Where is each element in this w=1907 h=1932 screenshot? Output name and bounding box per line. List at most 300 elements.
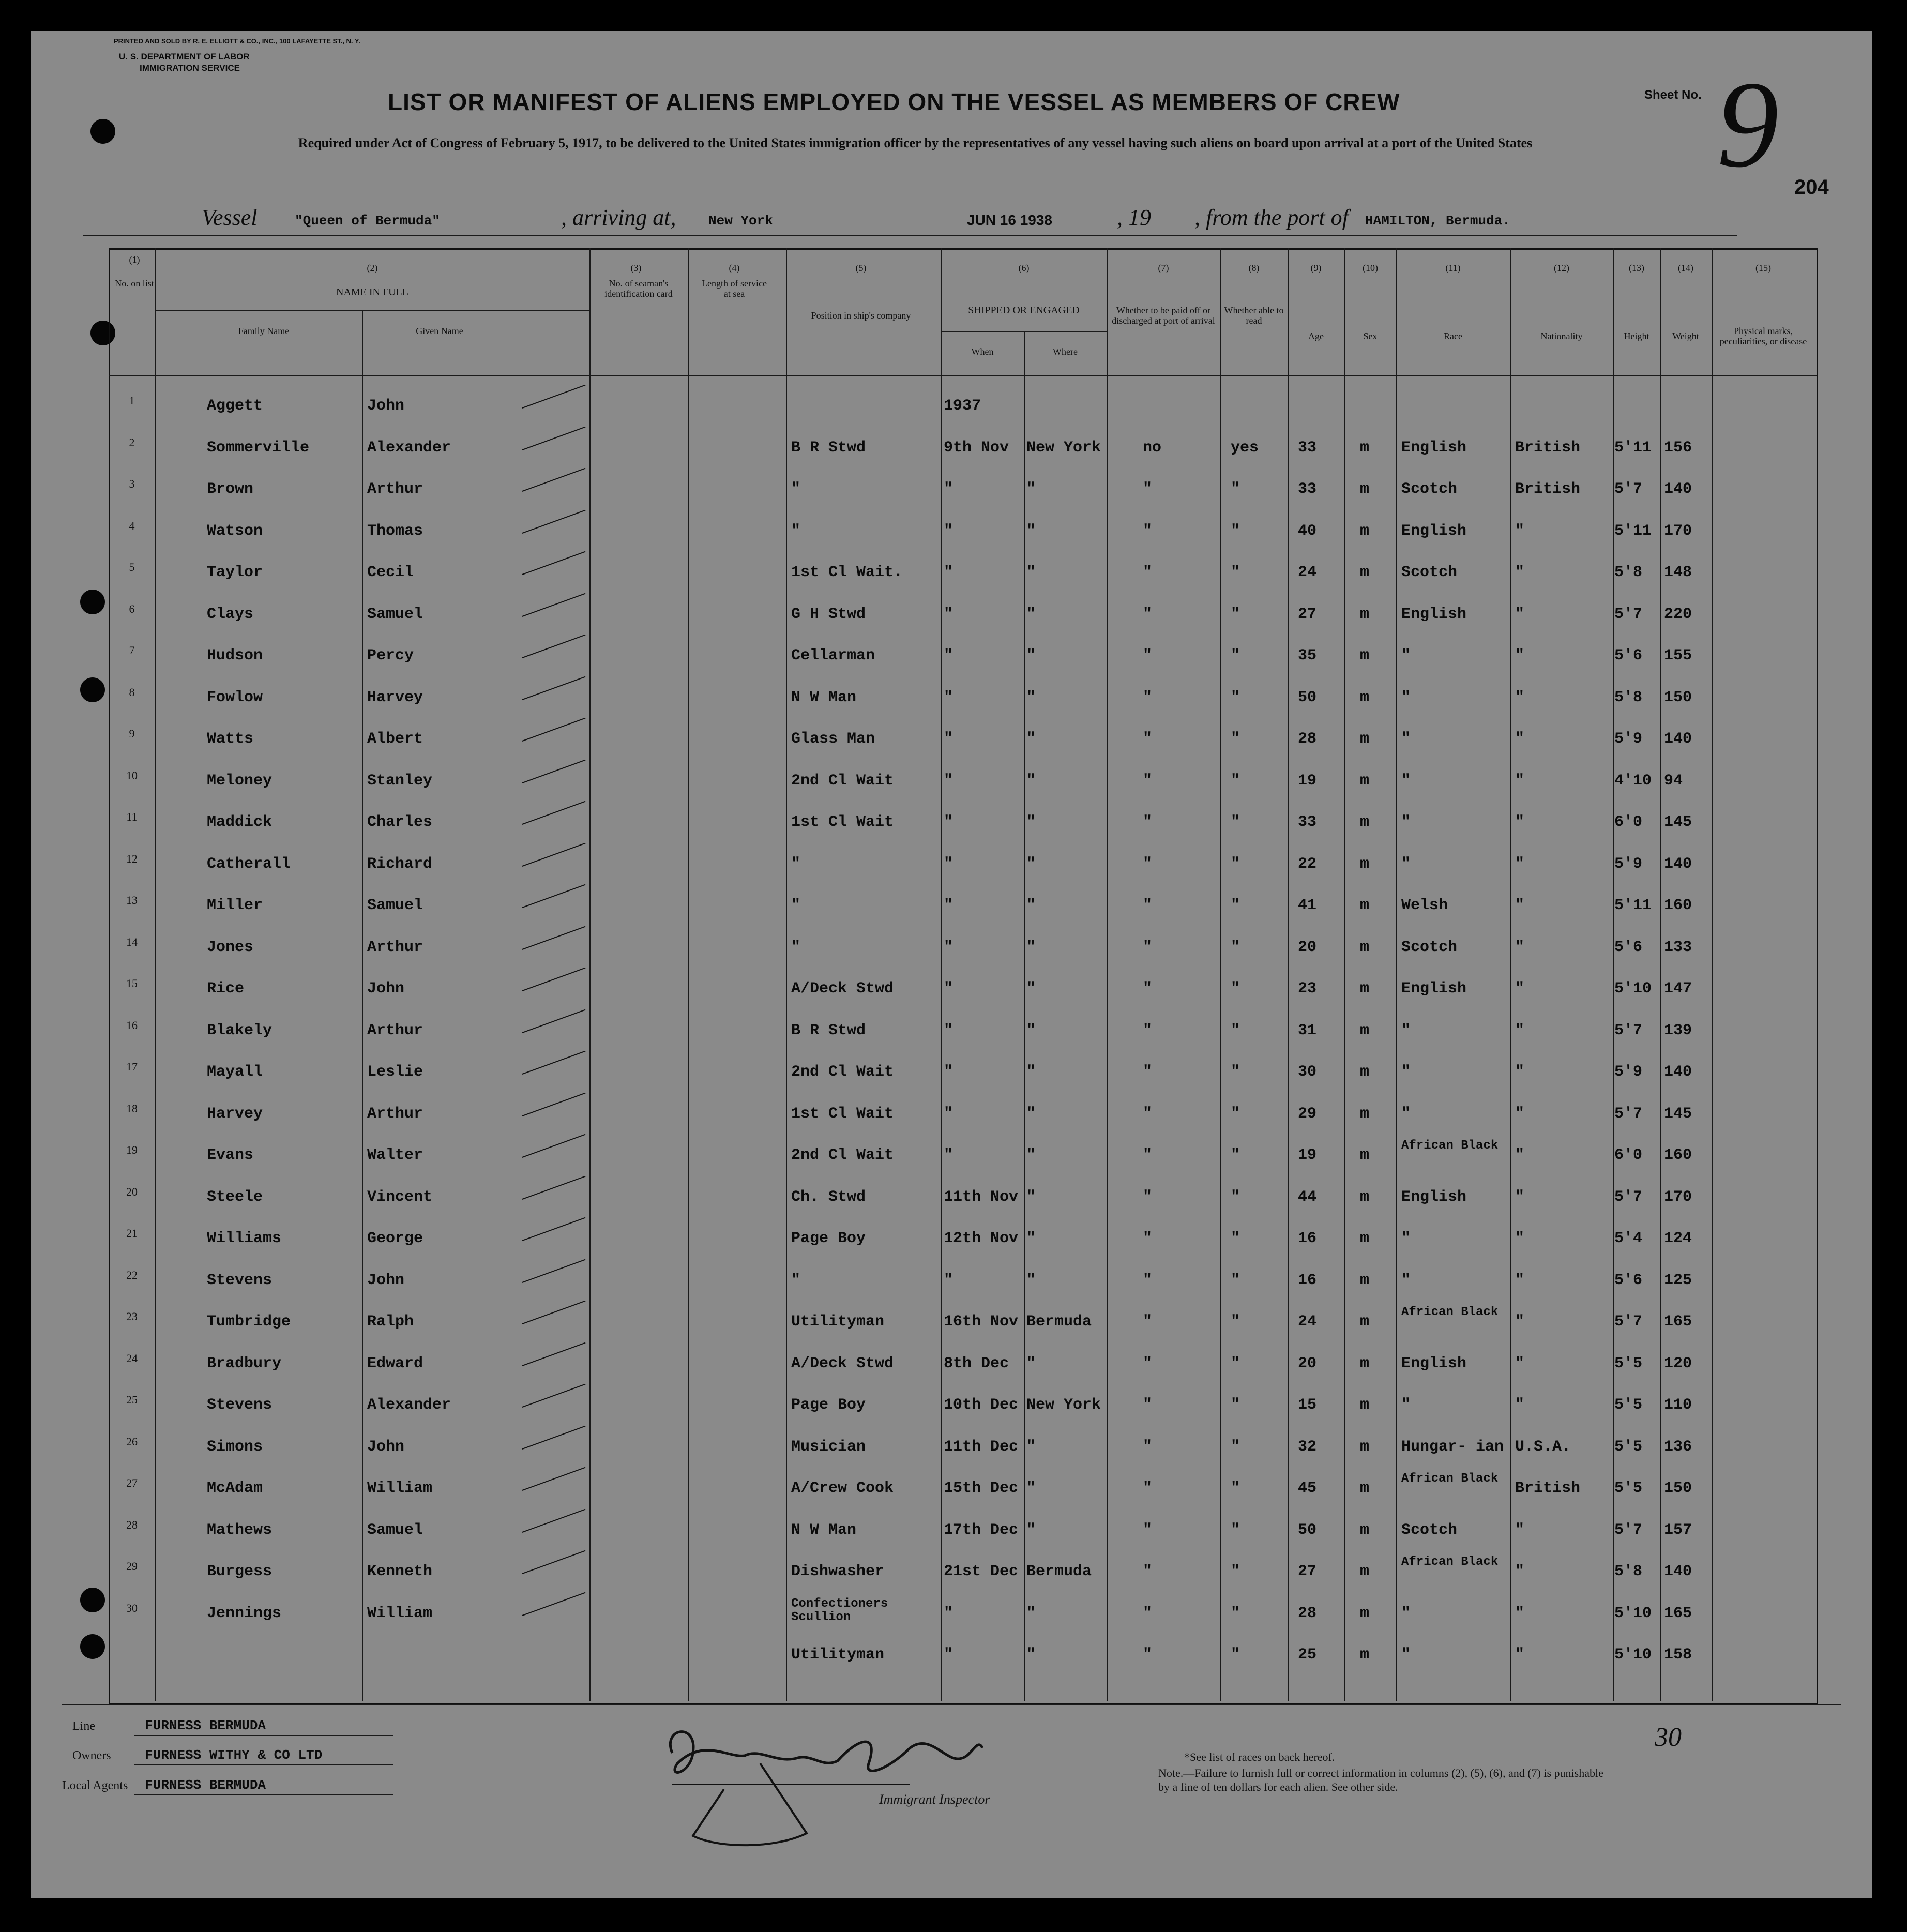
row-race: " — [1401, 813, 1411, 831]
row-given-name: John — [367, 1271, 405, 1289]
row-number: 18 — [126, 1101, 138, 1115]
row-sex: m — [1360, 1438, 1370, 1456]
row-height: 5'11 — [1614, 522, 1652, 540]
row-able-read: " — [1231, 1105, 1240, 1123]
row-given-name: Kenneth — [367, 1563, 433, 1580]
row-where: " — [1026, 480, 1036, 498]
row-height: 5'6 — [1614, 1271, 1643, 1289]
row-given-name: Richard — [367, 855, 433, 873]
row-nationality: " — [1515, 813, 1525, 831]
col-num-4: (4) — [729, 263, 740, 273]
row-given-name: George — [367, 1230, 423, 1247]
line-label: Line — [72, 1719, 95, 1733]
row-race: " — [1401, 1271, 1411, 1289]
row-sex: m — [1360, 813, 1370, 831]
row-weight: 110 — [1664, 1396, 1692, 1414]
row-number: 5 — [129, 561, 135, 573]
row-able-read: " — [1231, 605, 1240, 623]
row-when: " — [944, 1105, 954, 1123]
row-paid-off: " — [1143, 813, 1153, 831]
row-able-read: " — [1231, 522, 1240, 540]
row-able-read: " — [1231, 1230, 1240, 1247]
row-paid-off: " — [1143, 1271, 1153, 1289]
row-weight: 220 — [1664, 605, 1692, 623]
row-when: " — [944, 1271, 954, 1289]
row-height: 5'10 — [1614, 1646, 1652, 1664]
owners-value: FURNESS WITHY & CO LTD — [145, 1747, 323, 1763]
row-weight: 165 — [1664, 1604, 1692, 1622]
row-weight: 170 — [1664, 522, 1692, 540]
row-nationality: " — [1515, 1188, 1525, 1206]
row-weight: 139 — [1664, 1021, 1692, 1039]
row-able-read: " — [1231, 730, 1240, 748]
row-sex: m — [1360, 772, 1370, 790]
col-num-3: (3) — [630, 263, 642, 273]
row-when: 11th Dec — [944, 1438, 1019, 1456]
row-age: 50 — [1298, 688, 1317, 706]
row-race: Scotch — [1401, 480, 1458, 498]
row-weight: 133 — [1664, 938, 1692, 956]
row-race: " — [1401, 1230, 1411, 1247]
punch-hole — [80, 1634, 105, 1659]
footer-rule — [134, 1794, 393, 1795]
row-sex: m — [1360, 564, 1370, 581]
agents-label: Local Agents — [62, 1779, 128, 1792]
row-race: English — [1401, 605, 1467, 623]
row-position: G H Stwd — [791, 605, 866, 623]
row-given-name: Samuel — [367, 1521, 423, 1539]
row-weight: 145 — [1664, 1105, 1692, 1123]
col-num-15: (15) — [1755, 263, 1771, 273]
row-sex: m — [1360, 1354, 1370, 1372]
row-position: 1st Cl Wait — [791, 1105, 894, 1123]
row-family-name: Hudson — [207, 647, 263, 665]
row-able-read: " — [1231, 1021, 1240, 1039]
punch-hole — [80, 677, 105, 702]
row-age: 16 — [1298, 1230, 1317, 1247]
row-paid-off: " — [1143, 1438, 1153, 1456]
row-weight: 165 — [1664, 1313, 1692, 1331]
row-nationality: " — [1515, 1063, 1525, 1081]
row-family-name: Williams — [207, 1230, 282, 1247]
col-divider — [786, 248, 787, 1701]
row-sex: m — [1360, 647, 1370, 665]
arriving-label: , arriving at, — [561, 205, 676, 230]
row-age: 28 — [1298, 1604, 1317, 1622]
col-divider — [1220, 248, 1221, 1701]
row-age: 32 — [1298, 1438, 1317, 1456]
row-paid-off: " — [1143, 564, 1153, 581]
row-sex: m — [1360, 1021, 1370, 1039]
row-number: 4 — [129, 519, 135, 532]
from-port: HAMILTON, Bermuda. — [1365, 213, 1510, 229]
row-where: Bermuda — [1026, 1563, 1092, 1580]
inspector-signature — [641, 1707, 1034, 1856]
vessel-label: Vessel — [202, 205, 258, 230]
header-bottom-rule — [109, 375, 1817, 376]
row-height: 5'7 — [1614, 1313, 1643, 1331]
row-age: 19 — [1298, 1146, 1317, 1164]
row-able-read: " — [1231, 1604, 1240, 1622]
row-when: " — [944, 897, 954, 914]
row-sex: m — [1360, 688, 1370, 706]
col-head-family: Family Name — [238, 326, 290, 336]
row-able-read: " — [1231, 1521, 1240, 1539]
row-position: " — [791, 480, 801, 498]
row-age: 35 — [1298, 647, 1317, 665]
row-family-name: Watson — [207, 522, 263, 540]
voyage-rule — [83, 235, 1737, 236]
row-race: English — [1401, 980, 1467, 998]
row-position: A/Deck Stwd — [791, 980, 894, 998]
col-divider — [1660, 248, 1661, 1701]
row-given-name: Edward — [367, 1354, 423, 1372]
row-paid-off: " — [1143, 605, 1153, 623]
row-paid-off: " — [1143, 1563, 1153, 1580]
row-when: " — [944, 688, 954, 706]
row-when: " — [944, 730, 954, 748]
row-sex: m — [1360, 980, 1370, 998]
row-height: 5'6 — [1614, 647, 1643, 665]
row-able-read: " — [1231, 1563, 1240, 1580]
row-where: " — [1026, 605, 1036, 623]
row-when: " — [944, 480, 954, 498]
punch-hole — [80, 1588, 105, 1612]
col-divider — [1344, 248, 1345, 1701]
races-note: *See list of races on back hereof. — [1184, 1750, 1335, 1763]
col-head-sex: Sex — [1363, 331, 1378, 341]
row-where: " — [1026, 938, 1036, 956]
row-height: 5'5 — [1614, 1480, 1643, 1497]
row-age: 24 — [1298, 1313, 1317, 1331]
row-sex: m — [1360, 897, 1370, 914]
row-paid-off: " — [1143, 1146, 1153, 1164]
row-position: A/Crew Cook — [791, 1480, 894, 1497]
row-race: " — [1401, 772, 1411, 790]
col-head-no: No. on list — [115, 278, 154, 289]
row-able-read: " — [1231, 647, 1240, 665]
col-head-height: Height — [1624, 331, 1649, 341]
row-able-read: " — [1231, 1146, 1240, 1164]
row-nationality: " — [1515, 1105, 1525, 1123]
col-divider — [1396, 248, 1397, 1701]
col-head-length: Length of service at sea — [702, 278, 767, 299]
row-paid-off: " — [1143, 1313, 1153, 1331]
row-number: 6 — [129, 602, 135, 615]
row-where: " — [1026, 855, 1036, 873]
col-head-paid: Whether to be paid off or discharged at port of arrival — [1112, 305, 1215, 326]
row-weight: 125 — [1664, 1271, 1692, 1289]
row-race: " — [1401, 1021, 1411, 1039]
row-weight: 160 — [1664, 897, 1692, 914]
row-number: 30 — [126, 1601, 138, 1614]
row-where: " — [1026, 730, 1036, 748]
row-position: N W Man — [791, 1521, 857, 1539]
row-family-name: Maddick — [207, 813, 273, 831]
row-when: 9th Nov — [944, 439, 1009, 457]
row-weight: 150 — [1664, 688, 1692, 706]
row-height: 5'9 — [1614, 1063, 1643, 1081]
row-family-name: Fowlow — [207, 688, 263, 706]
row-where: " — [1026, 1438, 1036, 1456]
row-nationality: British — [1515, 439, 1581, 457]
row-weight: 136 — [1664, 1438, 1692, 1456]
row-nationality: " — [1515, 1396, 1525, 1414]
row-paid-off: " — [1143, 938, 1153, 956]
row-sex: m — [1360, 1146, 1370, 1164]
col-divider — [1712, 248, 1713, 1701]
row-weight: 160 — [1664, 1146, 1692, 1164]
line-value: FURNESS BERMUDA — [145, 1718, 266, 1733]
row-nationality: " — [1515, 1271, 1525, 1289]
row-able-read: " — [1231, 564, 1240, 581]
row-height: 5'11 — [1614, 897, 1652, 914]
row-position: Musician — [791, 1438, 866, 1456]
row-nationality: " — [1515, 1354, 1525, 1372]
row-height: 6'0 — [1614, 1146, 1643, 1164]
row-weight: 155 — [1664, 647, 1692, 665]
penalty-note: Note.—Failure to furnish full or correct information in columns (2), (5), (6), and (7) is punishable by a fine of ten dollars for each alien. See other side. — [1158, 1767, 1603, 1793]
row-height: 5'7 — [1614, 1188, 1643, 1206]
row-where: " — [1026, 688, 1036, 706]
row-age: 40 — [1298, 522, 1317, 540]
stamp-number: 204 — [1794, 176, 1829, 199]
row-position: Cellarman — [791, 647, 875, 665]
row-age: 28 — [1298, 730, 1317, 748]
department-name: U. S. DEPARTMENT OF LABOR — [119, 52, 250, 62]
row-when: 21st Dec — [944, 1563, 1019, 1580]
row-given-name: Harvey — [367, 688, 423, 706]
row-position: " — [791, 1271, 801, 1289]
row-position: " — [791, 897, 801, 914]
row-when: " — [944, 647, 954, 665]
row-number: 14 — [126, 935, 138, 948]
row-number: 17 — [126, 1060, 138, 1073]
col-head-weight: Weight — [1672, 331, 1699, 341]
row-race: African Black — [1401, 1305, 1499, 1319]
row-number: 9 — [129, 727, 135, 740]
col-divider — [155, 248, 156, 1701]
row-weight: 150 — [1664, 1480, 1692, 1497]
row-race: " — [1401, 688, 1411, 706]
row-number: 26 — [126, 1435, 138, 1448]
row-weight: 170 — [1664, 1188, 1692, 1206]
row-nationality: " — [1515, 938, 1525, 956]
row-weight: 140 — [1664, 1063, 1692, 1081]
row-where: " — [1026, 1480, 1036, 1497]
row-given-name: Stanley — [367, 772, 433, 790]
row-family-name: Catherall — [207, 855, 291, 873]
row-given-name: Arthur — [367, 480, 423, 498]
row-weight: 148 — [1664, 564, 1692, 581]
col-head-when: When — [971, 346, 994, 357]
col-num-14: (14) — [1678, 263, 1693, 273]
row-sex: m — [1360, 1063, 1370, 1081]
row-paid-off: " — [1143, 1396, 1153, 1414]
row-when: " — [944, 605, 954, 623]
row-paid-off: " — [1143, 1063, 1153, 1081]
row-sex: m — [1360, 1563, 1370, 1580]
row-race: " — [1401, 1105, 1411, 1123]
row-weight: 156 — [1664, 439, 1692, 457]
row-race: " — [1401, 855, 1411, 873]
row-able-read: " — [1231, 1354, 1240, 1372]
col-num-6: (6) — [1018, 263, 1030, 273]
row-where: " — [1026, 897, 1036, 914]
row-position: B R Stwd — [791, 1021, 866, 1039]
row-number: 3 — [129, 477, 135, 490]
row-family-name: Sommerville — [207, 439, 310, 457]
page-title: LIST OR MANIFEST OF ALIENS EMPLOYED ON THE VESSEL AS MEMBERS OF CREW — [388, 88, 1400, 115]
row-when: " — [944, 855, 954, 873]
row-age: 33 — [1298, 480, 1317, 498]
row-able-read: " — [1231, 980, 1240, 998]
row-family-name: Stevens — [207, 1271, 273, 1289]
row-where: " — [1026, 1063, 1036, 1081]
row-position: 2nd Cl Wait — [791, 1146, 894, 1164]
row-age: 25 — [1298, 1646, 1317, 1664]
row-sex: m — [1360, 1521, 1370, 1539]
row-age: 33 — [1298, 813, 1317, 831]
row-position: Glass Man — [791, 730, 875, 748]
row-sex: m — [1360, 605, 1370, 623]
row-position: Confectioners Scullion — [791, 1596, 888, 1624]
row-number: 8 — [129, 685, 135, 699]
col-num-10: (10) — [1363, 263, 1378, 273]
row-paid-off: " — [1143, 897, 1153, 914]
row-given-name: William — [367, 1480, 433, 1497]
row-paid-off: " — [1143, 1188, 1153, 1206]
row-nationality: U.S.A. — [1515, 1438, 1571, 1456]
row-sex: m — [1360, 855, 1370, 873]
col-num-9: (9) — [1310, 263, 1322, 273]
row-position: Utilityman — [791, 1313, 885, 1331]
row-nationality: " — [1515, 605, 1525, 623]
row-sex: m — [1360, 480, 1370, 498]
row-when: " — [944, 1646, 954, 1664]
row-nationality: " — [1515, 1146, 1525, 1164]
row-height: 5'7 — [1614, 1521, 1643, 1539]
col-divider — [1107, 248, 1108, 1701]
row-age: 41 — [1298, 897, 1317, 914]
row-family-name: Blakely — [207, 1021, 273, 1039]
row-race: African Black — [1401, 1555, 1499, 1569]
col-num-7: (7) — [1158, 263, 1169, 273]
row-able-read: " — [1231, 855, 1240, 873]
row-family-name: Simons — [207, 1438, 263, 1456]
row-age: 44 — [1298, 1188, 1317, 1206]
row-where: " — [1026, 522, 1036, 540]
row-position: " — [791, 855, 801, 873]
row-paid-off: " — [1143, 1105, 1153, 1123]
row-given-name: Percy — [367, 647, 414, 665]
row-number: 15 — [126, 977, 138, 990]
name-head-rule — [155, 310, 589, 311]
punch-hole — [80, 590, 105, 614]
row-able-read: " — [1231, 1646, 1240, 1664]
row-family-name: Mathews — [207, 1521, 273, 1539]
row-family-name: Burgess — [207, 1563, 273, 1580]
row-where: " — [1026, 1271, 1036, 1289]
sheet-number: 9 — [1717, 55, 1779, 193]
row-able-read: " — [1231, 1438, 1240, 1456]
col-divider — [941, 248, 942, 1701]
row-position: " — [791, 938, 801, 956]
row-number: 28 — [126, 1518, 138, 1531]
col-num-12: (12) — [1554, 263, 1569, 273]
row-paid-off: " — [1143, 688, 1153, 706]
row-when: " — [944, 1021, 954, 1039]
row-able-read: " — [1231, 1188, 1240, 1206]
row-sex: m — [1360, 1271, 1370, 1289]
col-head-given: Given Name — [416, 326, 463, 336]
row-weight: 140 — [1664, 855, 1692, 873]
row-when: 11th Nov — [944, 1188, 1019, 1206]
row-where: " — [1026, 772, 1036, 790]
row-paid-off: " — [1143, 522, 1153, 540]
row-sex: m — [1360, 439, 1370, 457]
row-height: 6'0 — [1614, 813, 1643, 831]
service-name: IMMIGRATION SERVICE — [140, 63, 240, 73]
row-height: 5'10 — [1614, 1604, 1652, 1622]
col-head-where: Where — [1053, 346, 1078, 357]
row-where: Bermuda — [1026, 1313, 1092, 1331]
row-given-name: Ralph — [367, 1313, 414, 1331]
row-when: " — [944, 1146, 954, 1164]
row-height: 5'5 — [1614, 1438, 1643, 1456]
row-family-name: Watts — [207, 730, 254, 748]
row-nationality: British — [1515, 480, 1581, 498]
row-nationality: " — [1515, 688, 1525, 706]
row-where: " — [1026, 1521, 1036, 1539]
year-label: , 19 — [1117, 205, 1151, 230]
row-when: " — [944, 980, 954, 998]
row-where: " — [1026, 1646, 1036, 1664]
col-num-1: (1) — [129, 254, 140, 265]
row-race: " — [1401, 730, 1411, 748]
arriving-port: New York — [708, 213, 773, 229]
row-race: Scotch — [1401, 938, 1458, 956]
col-head-id: No. of seaman's identification card — [604, 278, 673, 299]
row-given-name: Samuel — [367, 897, 423, 914]
row-sex: m — [1360, 1313, 1370, 1331]
row-age: 31 — [1298, 1021, 1317, 1039]
col-divider — [362, 310, 363, 1701]
from-port-label: , from the port of — [1194, 205, 1349, 230]
row-when: " — [944, 813, 954, 831]
row-able-read: " — [1231, 688, 1240, 706]
row-position: Ch. Stwd — [791, 1188, 866, 1206]
row-weight: 158 — [1664, 1646, 1692, 1664]
row-weight: 120 — [1664, 1354, 1692, 1372]
col-head-read: Whether able to read — [1224, 305, 1284, 326]
row-given-name: Charles — [367, 813, 433, 831]
row-sex: m — [1360, 730, 1370, 748]
row-when: 16th Nov — [944, 1313, 1019, 1331]
arrival-date-stamp: JUN 16 1938 — [967, 212, 1053, 228]
col-divider — [1288, 248, 1289, 1701]
row-height: 5'5 — [1614, 1396, 1643, 1414]
row-number: 7 — [129, 644, 135, 657]
row-when: 15th Dec — [944, 1480, 1019, 1497]
col-head-physical: Physical marks, peculiarities, or disease — [1719, 326, 1807, 346]
row-race: African Black — [1401, 1472, 1499, 1486]
row-race: English — [1401, 439, 1467, 457]
row-paid-off: " — [1143, 980, 1153, 998]
row-family-name: Steele — [207, 1188, 263, 1206]
row-paid-off: " — [1143, 1604, 1153, 1622]
footer-top-rule — [62, 1704, 1841, 1705]
